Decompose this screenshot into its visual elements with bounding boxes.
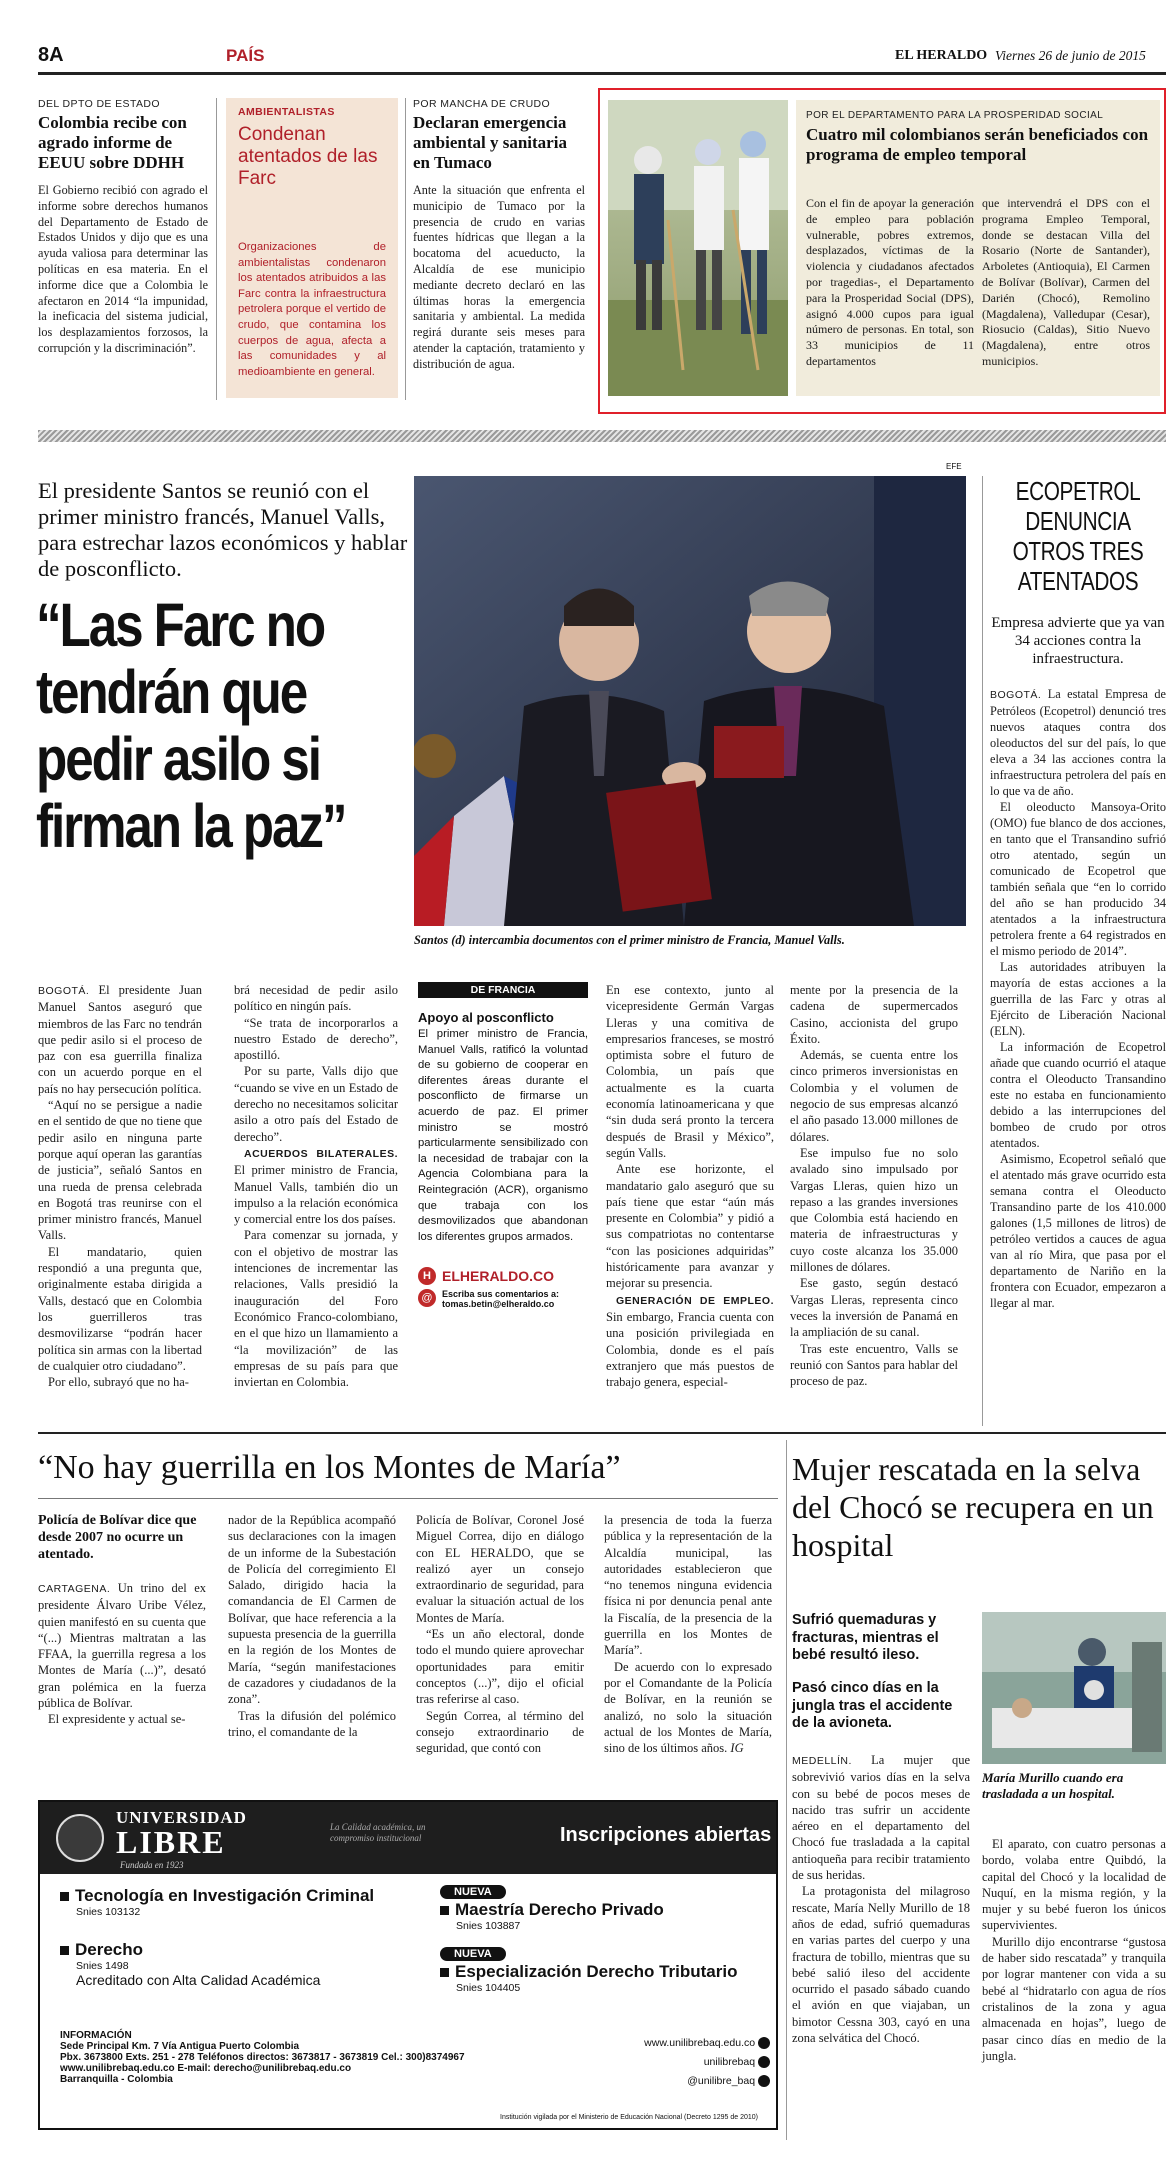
info-line: Barranquilla - Colombia xyxy=(60,2074,173,2085)
masthead-rule xyxy=(38,72,1166,75)
new-badge: NUEVA xyxy=(440,1947,506,1961)
social-facebook[interactable]: unilibrebaq xyxy=(703,2056,756,2068)
dps-body-a: Con el fin de apoyar la generación de empleo para población vulnerable, pobres extremos, desplazados, víctimas de la violencia y ciudadanos afectados por tragedias-, el Departamento para la Prosperidad Social (DPS), asignó 4.000 cupos para igual número de personas. En total, son 33 municipios de 11 departamentos xyxy=(806,196,974,368)
dps-headline: Cuatro mil colombianos serán beneficiados con programa de empleo temporal xyxy=(806,125,1149,164)
brief-body: Ante la situación que enfrenta el municipio de Tumaco por la presencia de crudo en varias fuentes hídricas que llegan a la bocatoma del acueducto, la Alcaldía de ese municipio mediante decreto declaró en las últimas horas la emergencia sanitaria y ambiental. La medida regirá durante seis meses para atender la captación, tratamiento y distribución de agua. xyxy=(413,183,585,371)
info-line: Sede Principal Km. 7 Vía Antigua Puerto Colombia xyxy=(60,2041,300,2052)
choco-headline: Mujer rescatada en la selva del Chocó se recupera en un hospital xyxy=(792,1451,1154,1563)
lead-headline: “Las Farc no tendrán que pedir asilo si firman la paz” xyxy=(36,591,346,860)
program-snies: Snies 104405 xyxy=(456,1982,521,1994)
ad-info xyxy=(60,2030,580,2085)
dps-story-box xyxy=(598,88,1166,414)
lead-bottom-rule xyxy=(38,1432,1166,1434)
facebook-icon xyxy=(758,2056,770,2068)
choco-deck-2: Pasó cinco días en la jungla tras el accidente de la avioneta. xyxy=(792,1680,953,1731)
lead-caption: Santos (d) intercambia documentos con el primer ministro de Francia, Manuel Valls. xyxy=(414,933,845,947)
web-logo: ELHERALDO.CO xyxy=(442,1268,554,1285)
new-badge: NUEVA xyxy=(440,1885,506,1899)
bullet-icon xyxy=(60,1892,69,1901)
bullet-icon xyxy=(440,1968,449,1977)
ecopetrol-deck: Empresa advierte que ya van 34 acciones contra la infraestructura. xyxy=(991,615,1165,667)
montes-col-1: CARTAGENA. Un trino del ex presidente Álvaro Uribe Vélez, quien manifestó en su cuenta que “(...) Mientras maltratan a las FFAA, la guerrilla regresa a los Montes de María (...)”, desató gran polémica en la fuerza pública de Bolívar. El expresidente y actual se- xyxy=(38,1581,206,1727)
program-right-2 xyxy=(440,1944,737,1994)
brief-kicker: DEL DPTO DE ESTADO xyxy=(38,98,160,110)
lead-subhead: ACUERDOS BILATERALES. xyxy=(244,1147,398,1160)
info-line: www.unilibrebaq.edu.co E-mail: derecho@unilibrebaq.edu.co xyxy=(60,2063,352,2074)
web-logo-row xyxy=(418,1267,588,1285)
brief-headline: Condenan atentados de las Farc xyxy=(238,124,378,189)
program-snies: Snies 1498 xyxy=(76,1960,129,1972)
sidebar-tag: DE FRANCIA xyxy=(418,982,588,998)
brief-ambientalistas xyxy=(226,98,398,398)
program-name: Especialización Derecho Tributario xyxy=(455,1962,738,1981)
lead-col-1: BOGOTÁ. El presidente Juan Manuel Santos aseguró que miembros de las Farc no tendrán que pedir asilo si el proceso de paz con esa guerrilla finaliza con un acuerdo porque en el país no hay persecución política. “Aquí no se persigue a nadie en el sentido de que no tiene que pedir asilo en ninguna parte porque aquí operan las garantías de justicia”, señaló Santos en una rueda de prensa celebrada en Bogotá tras reunirse con el primer ministro francés, Manuel Valls. El mandatario, quien respondió a una pregunta que, originalmente estaba dirigida a Valls, destacó que en Colombia los guerrilleros tras desmovilizarse “podrán hacer política sin armas con la libertad de cualquier otro ciudadano”. Por ello, subrayó que no ha- xyxy=(38,983,203,1390)
program-snies: Snies 103132 xyxy=(76,1906,141,1918)
montes-headline: “No hay guerrilla en los Montes de María” xyxy=(38,1449,621,1486)
bullet-icon xyxy=(60,1946,69,1955)
program-note: Acreditado con Alta Calidad Académica xyxy=(76,1972,321,1988)
ad-banner: Inscripciones abiertas xyxy=(560,1824,772,1846)
twitter-icon xyxy=(758,2075,770,2087)
globe-icon xyxy=(758,2037,770,2049)
issue-date: Viernes 26 de junio de 2015 xyxy=(995,48,1146,63)
social-twitter[interactable]: @unilibre_baq xyxy=(687,2075,756,2087)
info-title: INFORMACIÓN xyxy=(60,2030,132,2041)
page-number: 8A xyxy=(38,44,64,66)
lead-col-2: brá necesidad de pedir asilo político en ningún país. “Se trata de incorporarlos a nuestro Estado de derecho”, apostilló. Por su parte, Valls dijo que “cuando se vive en un Estado de derecho no necesitamos solicitar asilo a otro país del Estado de derecho”. ACUERDOS BILATERALES. El primer ministro de Francia, Manuel Valls, también dio un impulso a la relación económica y comercial entre los dos países. Para comenzar su jornada, y con el objetivo de mostrar las intenciones de incrementar las relaciones, Valls presidió la inauguración del Foro Económico Franco-colombiano, en el que hizo un llamamiento a “la movilización” de las empresas de su país para que inviertan en Colombia. xyxy=(234,983,398,1390)
montes-col-4: la presencia de toda la fuerza pública y la representación de la Alcaldía municipal, las autoridades establecieron que “no tenemos ninguna evidencia física ni por denuncia penal ante la Fiscalía, de la presencia de la guerrilla en los Montes de María”. De acuerdo con lo expresado por el Comandante de la Policía de Bolívar, en la reunión se analizó, no solo la situación actual de los Montes de María, sino de los últimos años. IG xyxy=(604,1513,772,1756)
choco-caption: María Murillo cuando era trasladada a un hospital. xyxy=(982,1770,1124,1801)
dps-body-b: que intervendrá el DPS con el programa Empleo Temporal, donde se destacan Villa del Rosario (Norte de Santander), Arboletes (Antioquia), El Carmen de Bolívar (Bolívar), Carmen del Darién (Chocó), Remolino (Magdalena), Valledupar (Cesar), Riosucio (Caldas), Sitio Nuevo (Magdalena), entre otros municipios. xyxy=(982,196,1150,368)
section-name: PAÍS xyxy=(226,46,265,65)
photo-credit: EFE xyxy=(946,462,962,471)
brief-tumaco xyxy=(413,98,585,373)
program-name: Tecnología en Investigación Criminal xyxy=(75,1886,375,1905)
montes-deck: Policía de Bolívar dice que desde 2007 no ocurre un atentado. xyxy=(38,1513,197,1562)
handshake-illustration xyxy=(414,476,966,926)
brief-body: El Gobierno recibió con agrado el informe sobre derechos humanos del Departamento de Estado de Estados Unidos y dijo que es una ayuda valiosa para determinar las políticas en esa materia. En el informe dice que a Colombia le afectaron en 2014 “la impunidad, la ineficacia del sistema judicial, los desplazamientos forzosos, la corrupción y la discriminación”. xyxy=(38,183,208,355)
program-left-1 xyxy=(60,1886,374,1918)
lead-photo xyxy=(414,476,966,926)
university-seal-icon xyxy=(56,1814,104,1862)
comment-email[interactable]: tomas.betin@elheraldo.co xyxy=(442,1299,555,1310)
france-sidebar xyxy=(418,982,588,1309)
social-web[interactable]: www.unilibrebaq.edu.co xyxy=(644,2037,756,2049)
program-snies: Snies 103887 xyxy=(456,1920,521,1932)
dps-photo xyxy=(608,100,788,396)
montes-col-3: Policía de Bolívar, Coronel José Miguel Correa, dijo en diálogo con EL HERALDO, que se realizó ayer un consejo extraordinario de seguridad, para evaluar la situación actual de los Montes de María. “Es un año electoral, donde todo el mundo quiere aprovechar oportunidades para emitir conceptos (...)”, dijo el oficial tras referirse al caso. Según Correa, al término del consejo extraordinario de seguridad, que contó con xyxy=(416,1513,584,1756)
at-icon: @ xyxy=(418,1289,436,1307)
sidebar-title: Apoyo al posconflicto xyxy=(418,1010,554,1025)
brief-kicker: AMBIENTALISTAS xyxy=(238,106,335,118)
brief-ddhh xyxy=(38,98,208,357)
program-left-2 xyxy=(60,1940,320,1988)
choco-col-2: El aparato, con cuatro personas a bordo, volaba entre Quibdó, la capital del Chocó y la localidad de Nuquí, en la misma región, y la mujer y su bebé fueron los únicos supervivientes. Murillo dijo encontrarse “gustosa de haber sido rescatada” y tranquila por lograr mantener con vida a su bebé al “hidratarlo con agua de ríos cristalinos de la zona y agua almacenada en hojas”, luego de pasar cinco días en medio de la jungla. xyxy=(982,1837,1166,2063)
brand-sub: Fundada en 1923 xyxy=(120,1860,184,1870)
lead-col-5: mente por la presencia de la cadena de supermercados Casino, accionista del grupo Éxito. Además, se cuenta entre los cinco primeros inversionistas en Colombia y el volumen de negocio de sus empresas alcanzó el año pasado 13.000 millones de dólares. Ese impulso fue no solo avalado sino impulsado por Vargas Lleras, quien hizo un repaso a las grandes inversiones que Colombia está haciendo en materia de infraestructuras y cuyo coste alcanza los 35.000 millones de dólares. Ese gasto, según destacó Vargas Lleras, representa cinco veces la inversión de Panamá en la ampliación de su canal. Tras este encuentro, Valls se reunió con Santos para hablar del proceso de paz. xyxy=(790,983,958,1389)
brand-main: LIBRE xyxy=(116,1824,226,1860)
brief-headline: Declaran emergencia ambiental y sanitaria en Tumaco xyxy=(413,113,567,172)
ad-header xyxy=(40,1802,776,1874)
program-name: Maestría Derecho Privado xyxy=(455,1900,664,1919)
lead-subhead: GENERACIÓN DE EMPLEO. xyxy=(616,1294,774,1307)
section-divider xyxy=(38,430,1166,442)
author-initials: IG xyxy=(730,1741,744,1756)
ad-footnote: Institución vigilada por el Ministerio de Educación Nacional (Decreto 1295 de 2010) xyxy=(500,2114,758,2121)
brand-top: UNIVERSIDAD xyxy=(116,1808,247,1827)
ecopetrol-body: BOGOTÁ. La estatal Empresa de Petróleos (Ecopetrol) denunció tres nuevos ataques contra dos oleoductos del sur del país, lo que eleva a 34 las acciones contra la infraestructura petrolera del país en lo que va de año. El oleoducto Mansoya-Orito (OMO) fue blanco de dos acciones, en tanto que el Transandino sufrió otro atentado, según un comunicado de Ecopetrol que también señala que “en lo corrido del año se han producido 34 atentados a la infraestructura petrolera frente a 64 registrados en el mismo periodo de 2014”. Las autoridades atribuyen la mayoría de estas acciones a la guerrilla de las Farc y otras al Ejército de Liberación Nacional (ELN). La información de Ecopetrol añade que cuando ocurrió el ataque contra el Oleoducto Transandino este no estaba en funcionamiento debido a las interrupciones del bombeo de crudo por otros atentados. Asimismo, Ecopetrol señaló que el atentado más grave ocurrido esta semana contra el Oleoducto Transandino parte de los 410.000 galones (1,5 millones de litros) de petróleo vertidos a cauces de agua van al río Mira, que pasa por el departamento de Nariño en la frontera con Ecuador, empezaron a llegar al mar. xyxy=(990,687,1167,1310)
ecopetrol-story xyxy=(990,476,1166,1311)
brief-body: Organizaciones de ambientalistas condenaron los atentados atribuidos a las Farc contra la infraestructura petrolera porque el vertido de crudo, que contamina los cuerpos de agua, afecta a las comunidades y al medioambiente en general. xyxy=(238,241,386,378)
bullet-icon xyxy=(440,1906,449,1915)
brief-headline: Colombia recibe con agrado informe de EEUU sobre DDHH xyxy=(38,113,187,172)
brief-kicker: POR MANCHA DE CRUDO xyxy=(413,98,551,110)
ad-slogan: La Calidad académica, un compromiso institucional xyxy=(330,1822,426,1843)
rescue-illustration xyxy=(982,1612,1166,1764)
montes-col-2: nador de la República acompañó sus declaraciones con la imagen de un informe de la Subestación de Policía del corregimiento El Salado, dirigido hacia la comandancia de El Carmen de Bolívar, que hace referencia a la supuesta presencia de la guerrilla en la región de los Montes de María, “según manifestaciones de cazadores y ciudadanos de la zona”. Tras la difusión del polémico trino, el comandante de la xyxy=(228,1513,396,1739)
dps-text xyxy=(796,100,1160,396)
choco-deck-1: Sufrió quemaduras y fracturas, mientras el bebé resultó ileso. xyxy=(792,1612,939,1663)
sidebar-body: El primer ministro de Francia, Manuel Valls, ratificó la voluntad de su gobierno de cooperar en diferentes áreas durante el posconflicto de firmarse un acuerdo de paz. El primer ministro se mostró particularmente sensibilizado con la necesidad de trabajar con la Agencia Colombiana para la Reintegración (ACR), organismo que trabaja con los desmovilizados que abandonan los diferentes grupos armados. xyxy=(418,1028,588,1243)
workers-illustration xyxy=(608,100,788,396)
comment-label: Escriba sus comentarios a: xyxy=(442,1289,560,1300)
ad-social xyxy=(600,2034,770,2091)
program-name: Derecho xyxy=(75,1940,144,1959)
university-ad xyxy=(38,1800,778,2130)
choco-photo xyxy=(982,1612,1166,1764)
ecopetrol-headline: ECOPETROL DENUNCIA OTROS TRES ATENTADOS xyxy=(1012,476,1144,596)
program-right-1 xyxy=(440,1882,664,1932)
dps-kicker: POR EL DEPARTAMENTO PARA LA PROSPERIDAD SOCIAL xyxy=(806,110,1104,121)
lead-col-4: En ese contexto, junto al vicepresidente Germán Vargas Lleras y una comitiva de empresarios franceses, se mostró optimista sobre el futuro de Colombia, un país que actualmente es la cuarta economía latinoamericana y que “sin duda será pronto la tercera después de Brasil y México”, según Valls. Ante ese horizonte, el mandatario galo aseguró que su país tiene que estar “aún más presente en Colombia” y pidió a sus compatriotas no contentarse “con las posiciones adquiridas” históricamente para avanzar y mejorar su presencia. GENERACIÓN DE EMPLEO. Sin embargo, Francia cuenta con una posición privilegiada en Colombia, donde es el país extranjero que más puestos de trabajo genera, especial- xyxy=(606,983,774,1390)
lead-dateline: BOGOTÁ. xyxy=(38,985,90,997)
newspaper-name: EL HERALDO xyxy=(895,48,988,63)
h-logo-icon: H xyxy=(418,1267,436,1285)
comment-row xyxy=(418,1289,588,1309)
info-line: Pbx. 3673800 Exts. 251 - 278 Teléfonos directos: 3673817 - 3673819 Cel.: 300)8374967 xyxy=(60,2052,465,2063)
choco-col-1: MEDELLÍN. La mujer que sobrevivió varios días en la selva con su bebé de pocos meses de nacido tras sufrir un accidente aéreo en el departamento del Chocó fue trasladada a la capital antioqueña para recibir tratamiento de sus heridas. La protagonista del milagroso rescate, María Nelly Murillo de 18 años de edad, sufrió quemaduras en varias partes del cuerpo y una fractura de tobillo, mientras que su bebé salió ileso del accidente ocurrido el pasado sábado cuando el avión en que viajaban, un bimotor Cessna 303, cayó en una zona selvática del Chocó. xyxy=(792,1753,971,2046)
lead-deck: El presidente Santos se reunió con el primer ministro francés, Manuel Valls, para estrechar lazos económicos y hablar de posconflicto. xyxy=(38,478,408,581)
